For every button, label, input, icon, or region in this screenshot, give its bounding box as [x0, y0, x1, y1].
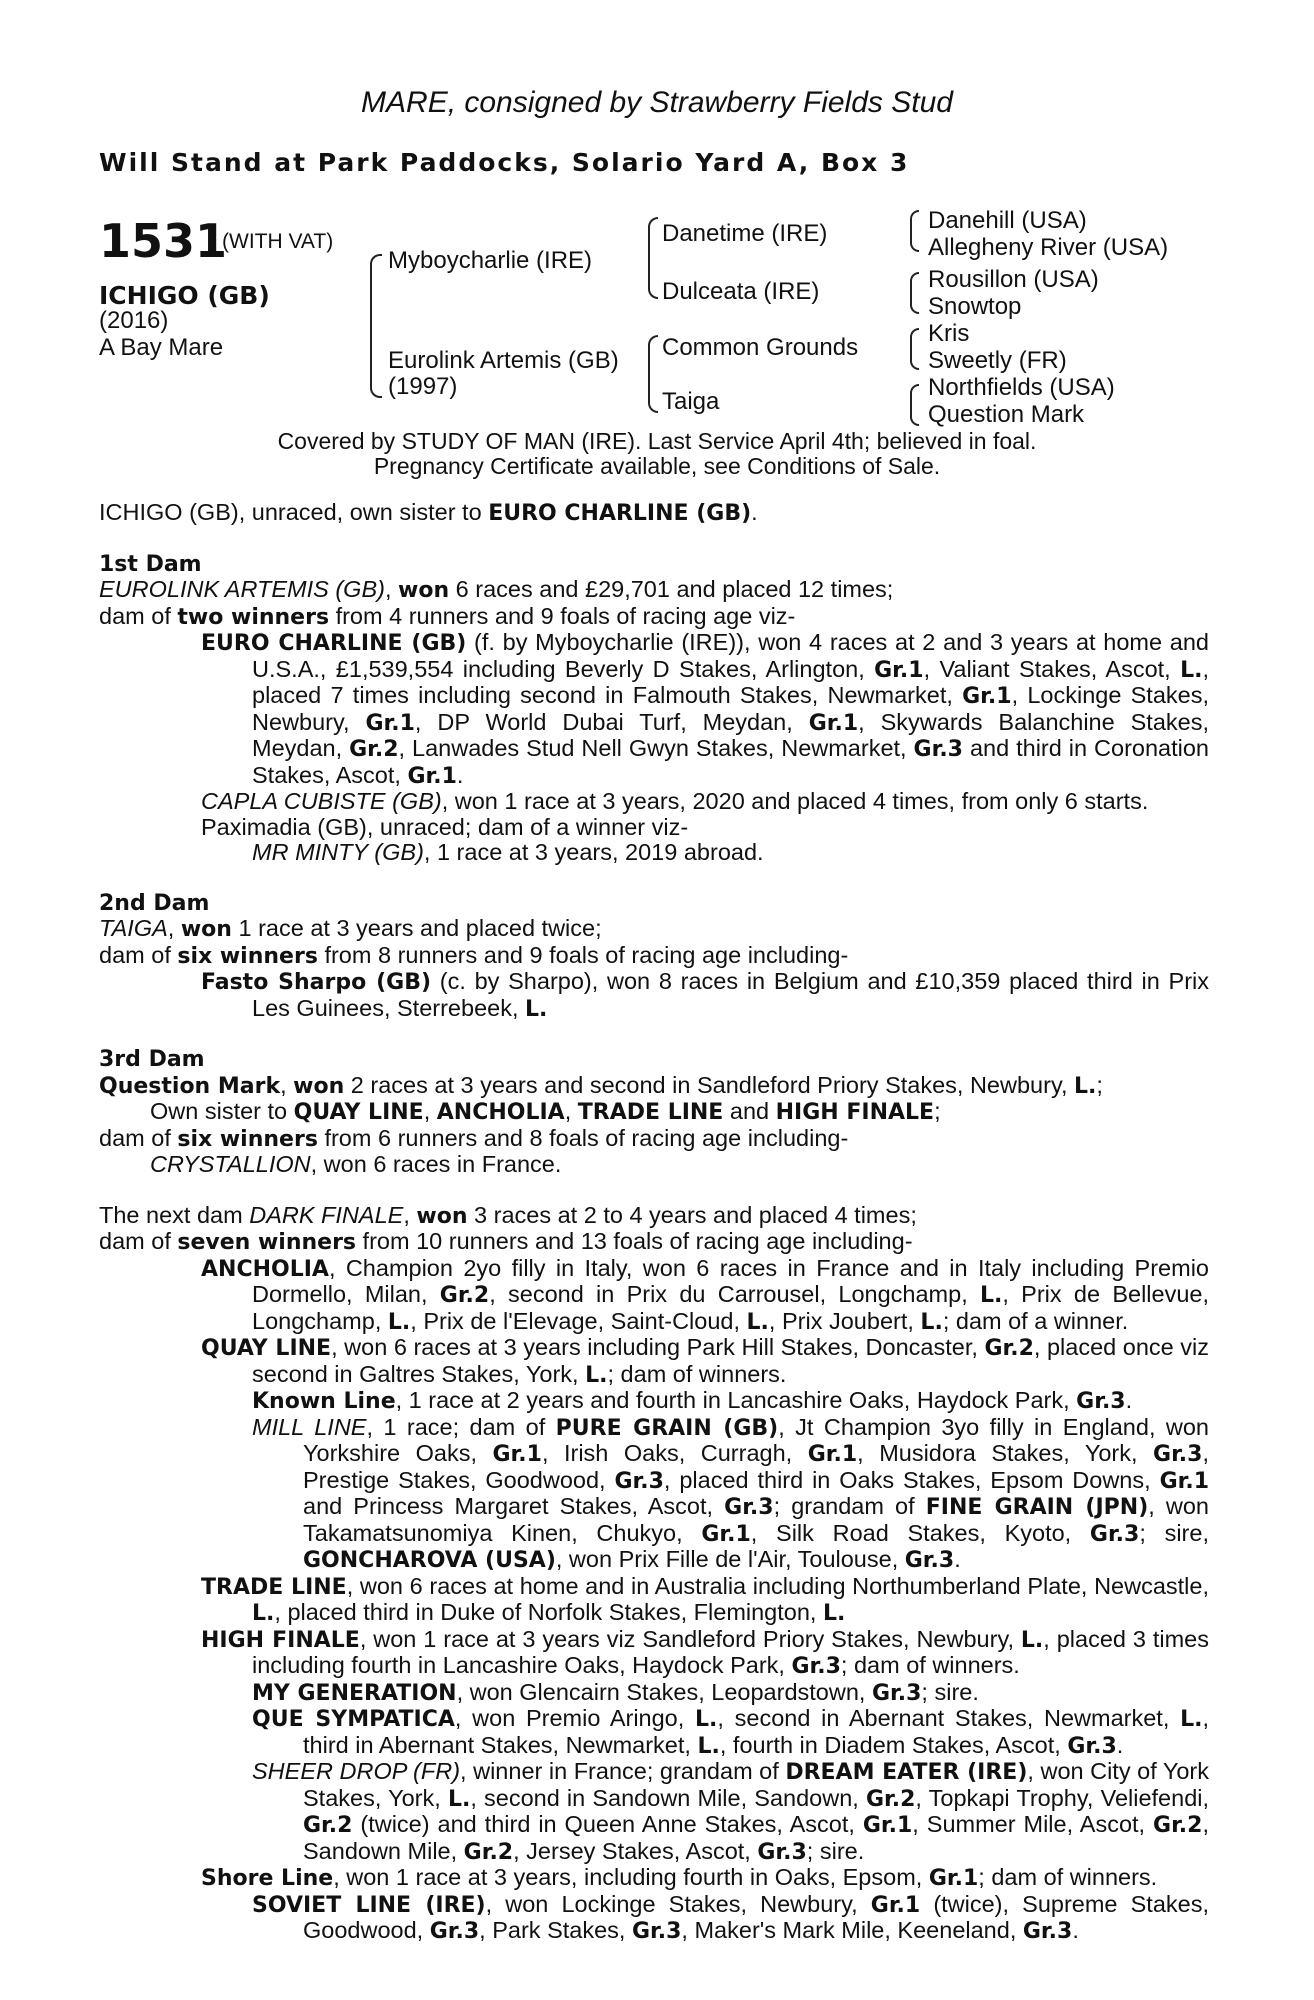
- first-dam-produce: dam of two winners from 4 runners and 9 foals of racing age viz-: [99, 602, 796, 630]
- pedigree-g3-6: Sweetly (FR): [928, 347, 1067, 374]
- pedigree-g3-7: Northfields (USA): [928, 374, 1115, 401]
- list-item: SHEER DROP (FR), winner in France; grandam of DREAM EATER (IRE), won City of York Stakes, York, L., second in Sandown Mile, Sandown, Gr.2, Topkapi Trophy, Veliefendi, Gr.2 (twice) and third in Queen Anne Stakes, Ascot, Gr.1, Summer Mile, Ascot, Gr.2, Sandown Mile, Gr.2, Jersey Stakes, Ascot, Gr.3; sire.: [252, 1758, 1210, 1865]
- list-item: ANCHOLIA, Champion 2yo filly in Italy, won 6 races in France and in Italy including Premio Dormello, Milan, Gr.2, second in Prix du Carrousel, Longchamp, L., Prix de Bellevue, Longchamp, L., Prix de l'Elevage, Saint-Cloud, L., Prix Joubert, L.; dam of a winner.: [201, 1254, 1209, 1335]
- lot-number: 1531: [99, 214, 228, 268]
- pedigree-dam-sire: Common Grounds: [662, 334, 859, 361]
- list-item: HIGH FINALE, won 1 race at 3 years viz Sandleford Priory Stakes, Newbury, L., placed 3 times including fourth in Lancashire Oaks, Haydock Park, Gr.3; dam of winners.: [201, 1625, 1209, 1679]
- list-item: TRADE LINE, won 6 races at home and in Australia including Northumberland Plate, Newcastle, L., placed third in Duke of Norfolk Stakes, Flemington, L.: [201, 1572, 1209, 1626]
- intro-line: ICHIGO (GB), unraced, own sister to EURO CHARLINE (GB).: [99, 499, 758, 526]
- list-item: QUE SYMPATICA, won Premio Aringo, L., second in Abernant Stakes, Newmarket, L., third in Abernant Stakes, Newmarket, L., fourth in Diadem Stakes, Ascot, Gr.3.: [252, 1705, 1209, 1759]
- third-dam-produce: dam of six winners from 6 runners and 8 foals of racing age including-: [99, 1124, 849, 1152]
- list-item: MY GENERATION, won Glencairn Stakes, Leopardstown, Gr.3; sire.: [252, 1678, 979, 1706]
- third-dam-sisters: Own sister to QUAY LINE, ANCHOLIA, TRADE LINE and HIGH FINALE;: [150, 1098, 941, 1125]
- pedigree-g3-1: Danehill (USA): [928, 207, 1087, 234]
- pedigree-sire-dam: Dulceata (IRE): [662, 278, 820, 305]
- list-item: SOVIET LINE (IRE), won Lockinge Stakes, Newbury, Gr.1 (twice), Supreme Stakes, Goodwood, Gr.3, Park Stakes, Gr.3, Maker's Mark Mile, Keeneland, Gr.3.: [252, 1890, 1209, 1944]
- page-title: MARE, consigned by Strawberry Fields Stud: [361, 86, 953, 119]
- pedigree-dam: Eurolink Artemis (GB): [388, 347, 619, 374]
- vat-label: (WITH VAT): [222, 230, 334, 253]
- catalogue-body: [99, 500, 1209, 1945]
- pedigree-bracket: [648, 335, 658, 413]
- list-item: Shore Line, won 1 race at 3 years, including fourth in Oaks, Epsom, Gr.1; dam of winners.: [201, 1864, 1158, 1891]
- pedigree-bracket: [910, 272, 919, 314]
- next-dam-record: The next dam DARK FINALE, won 3 races at 2 to 4 years and placed 4 times;: [99, 1201, 917, 1229]
- list-item: QUAY LINE, won 6 races at 3 years including Park Hill Stakes, Doncaster, Gr.2, placed once viz second in Galtres Stakes, York, L.; dam of winners.: [201, 1334, 1210, 1388]
- pedigree-g3-8: Question Mark: [928, 401, 1085, 428]
- horse-description: A Bay Mare: [99, 334, 224, 361]
- pedigree-bracket: [910, 210, 919, 252]
- list-item: Paximadia (GB), unraced; dam of a winner viz-: [201, 813, 689, 840]
- second-dam-produce: dam of six winners from 8 runners and 9 foals of racing age including-: [99, 941, 849, 969]
- third-dam-heading: 3rd Dam: [99, 1047, 205, 1072]
- list-item: CAPLA CUBISTE (GB), won 1 race at 3 years, 2020 and placed 4 times, from only 6 starts.: [201, 788, 1149, 814]
- second-dam-record: TAIGA, won 1 race at 3 years and placed twice;: [99, 915, 602, 942]
- pedigree-g3-2: Allegheny River (USA): [928, 234, 1169, 261]
- covered-note: Covered by STUDY OF MAN (IRE). Last Service April 4th; believed in foal.: [277, 428, 1037, 454]
- stand-location: Will Stand at Park Paddocks, Solario Yard A, Box 3: [99, 148, 910, 177]
- list-item: MILL LINE, 1 race; dam of PURE GRAIN (GB), Jt Champion 3yo filly in England, won Yorkshire Oaks, Gr.1, Irish Oaks, Curragh, Gr.1, Musidora Stakes, York, Gr.3, Prestige Stakes, Goodwood, Gr.3, placed third in Oaks Stakes, Epsom Downs, Gr.1 and Princess Margaret Stakes, Ascot, Gr.3; grandam of FINE GRAIN (JPN), won Takamatsunomiya Kinen, Chukyo, Gr.1, Silk Road Stakes, Kyoto, Gr.3; sire, GONCHAROVA (USA), won Prix Fille de l'Air, Toulouse, Gr.3.: [252, 1413, 1210, 1573]
- pedigree-sire: Myboycharlie (IRE): [388, 247, 593, 274]
- pedigree-bracket: [910, 328, 919, 370]
- pedigree-g3-3: Rousillon (USA): [928, 266, 1099, 293]
- foaling-year: (2016): [99, 307, 169, 334]
- pedigree-sire-sire: Danetime (IRE): [662, 220, 828, 247]
- pedigree-g3-4: Snowtop: [928, 293, 1022, 320]
- list-item: CRYSTALLION, won 6 races in France.: [150, 1151, 562, 1177]
- pedigree-g3-5: Kris: [928, 320, 970, 347]
- first-dam-heading: 1st Dam: [99, 551, 202, 577]
- pedigree-bracket: [648, 217, 658, 299]
- list-item: Fasto Sharpo (GB) (c. by Sharpo), won 8 races in Belgium and £10,359 placed third in Prix Les Guinees, Sterrebeek, L.: [201, 968, 1209, 1022]
- list-item: EURO CHARLINE (GB) (f. by Myboycharlie (IRE)), won 4 races at 2 and 3 years at home and U.S.A., £1,539,554 including Beverly D Stakes, Arlington, Gr.1, Valiant Stakes, Ascot, L., placed 7 times including second in Falmouth Stakes, Newmarket, Gr.1, Lockinge Stakes, Newbury, Gr.1, DP World Dubai Turf, Meydan, Gr.1, Skywards Balanchine Stakes, Meydan, Gr.2, Lanwades Stud Nell Gwyn Stakes, Newmarket, Gr.3 and third in Coronation Stakes, Ascot, Gr.1.: [201, 629, 1210, 789]
- pedigree-dam-dam: Taiga: [662, 388, 720, 415]
- pedigree-dam-year: (1997): [388, 373, 458, 400]
- next-dam-produce: dam of seven winners from 10 runners and 13 foals of racing age including-: [99, 1228, 913, 1255]
- pedigree-bracket: [370, 254, 382, 398]
- list-item: Known Line, 1 race at 2 years and fourth in Lancashire Oaks, Haydock Park, Gr.3.: [252, 1387, 1133, 1414]
- pregnancy-note: Pregnancy Certificate available, see Conditions of Sale.: [373, 453, 941, 479]
- list-item: MR MINTY (GB), 1 race at 3 years, 2019 abroad.: [252, 839, 764, 865]
- pedigree-bracket: [910, 384, 919, 426]
- second-dam-heading: 2nd Dam: [99, 890, 210, 916]
- first-dam-record: EUROLINK ARTEMIS (GB), won 6 races and £29,701 and placed 12 times;: [99, 576, 894, 603]
- horse-name: ICHIGO (GB): [99, 281, 270, 310]
- third-dam-record: Question Mark, won 2 races at 3 years and second in Sandleford Priory Stakes, Newbury, L.;: [99, 1071, 1103, 1099]
